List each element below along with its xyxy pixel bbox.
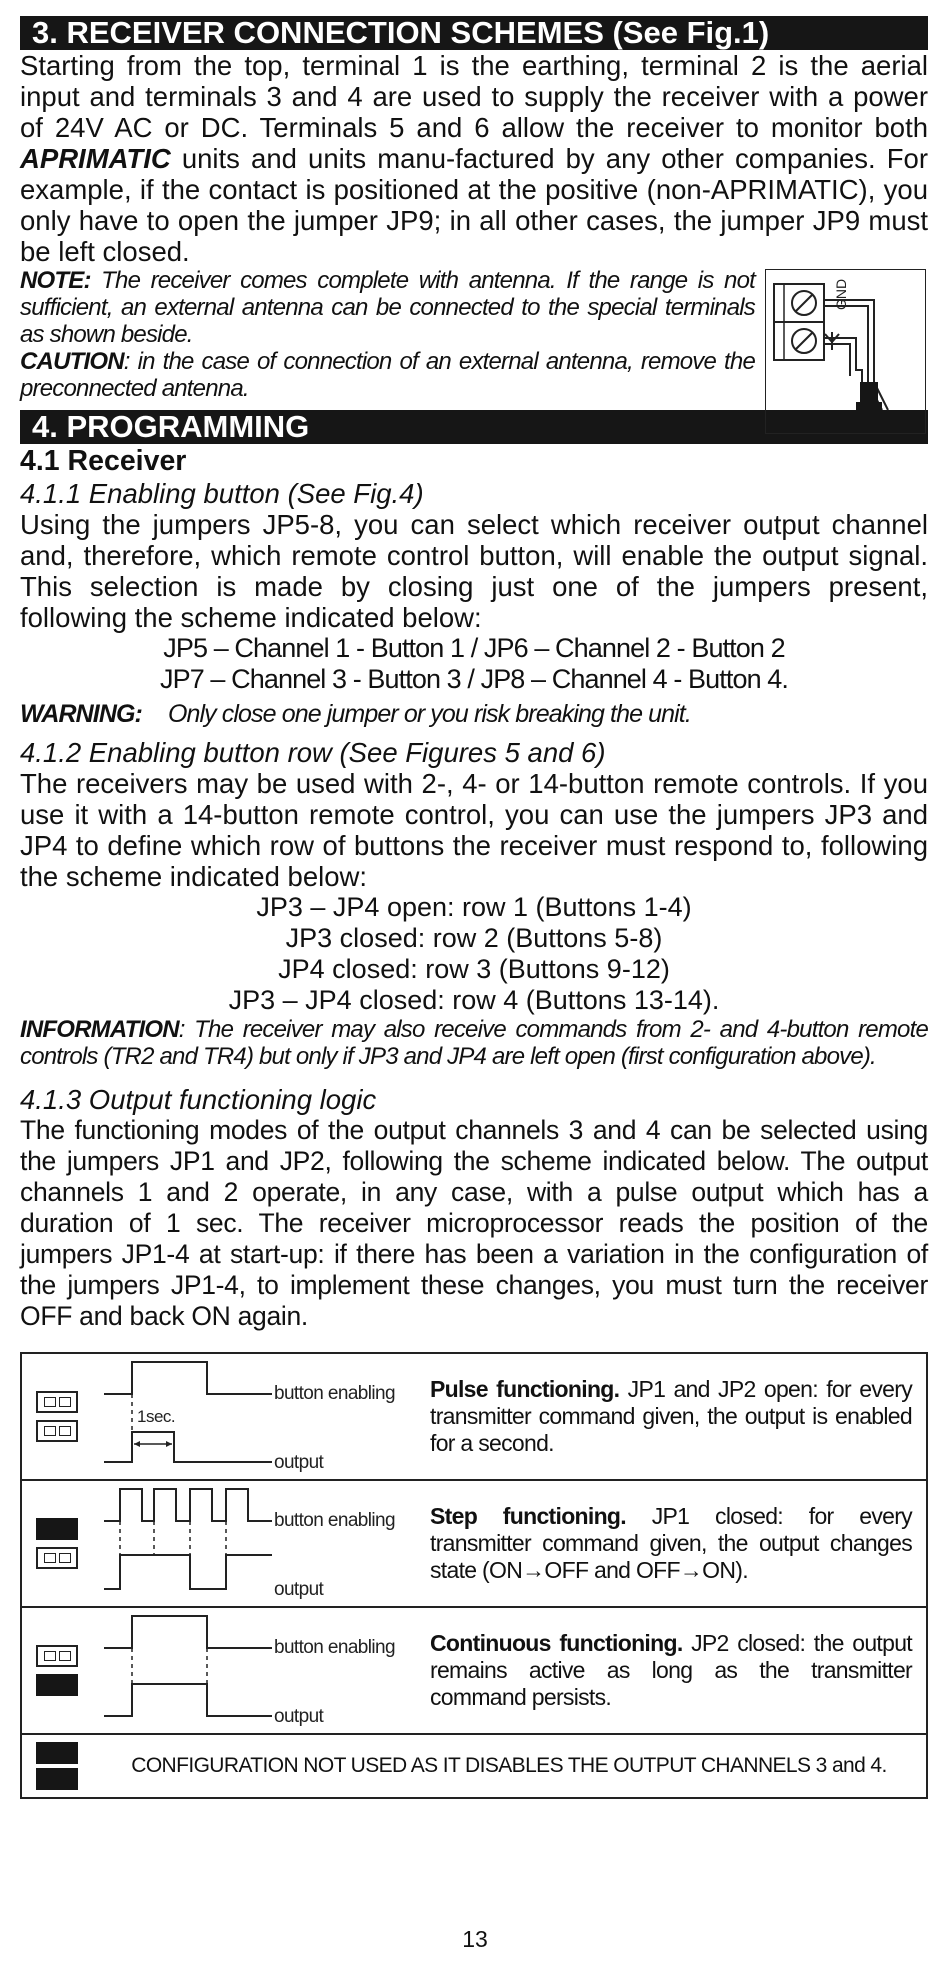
pulse-title: Pulse functioning. <box>430 1376 620 1402</box>
jumper-cell <box>21 1480 92 1607</box>
jumper-closed-icon <box>36 1674 78 1696</box>
waveform-cell <box>92 1480 422 1607</box>
antenna-diagram-icon <box>766 270 924 432</box>
scheme-line-2: JP7 – Channel 3 - Button 3 / JP8 – Channel 4 - Button 4. <box>159 664 789 694</box>
paragraph-4-1-1: Using the jumpers JP5-8, you can select which receiver output channel and, therefore, which remote control button, will enable the output signal. This selection is made by closing just one of the jumpers present, following the scheme indicated below: <box>20 509 928 633</box>
functioning-table <box>20 1352 928 1799</box>
continuous-body: JP2 closed: the output remains active as long as the transmitter command persists. <box>430 1630 912 1710</box>
note-label: NOTE: <box>20 267 91 294</box>
subsection-4-1: 4.1 Receiver <box>20 445 187 477</box>
page-number: 13 <box>462 1926 488 1952</box>
para-part-1: Starting from the top, terminal 1 is the earthing, terminal 2 is the aerial input and terminals 3 and 4 are used to supply the receiver with a power of 24V AC or DC. Terminals 5 and 6 allow the receiver to monitor both <box>20 50 928 143</box>
row-scheme-2: JP3 closed: row 2 (Buttons 5-8) <box>285 923 663 953</box>
subsection-4-1-1: 4.1.1 Enabling button (See Fig.4) <box>20 478 424 509</box>
button-enabling-label: button enabling <box>274 1637 395 1658</box>
warning-label: WARNING: <box>20 700 142 728</box>
output-label: output <box>274 1706 324 1727</box>
button-enabling-label: button enabling <box>274 1383 395 1404</box>
one-second-label: 1sec. <box>137 1407 176 1426</box>
warning-text <box>20 699 928 729</box>
subsection-4-1-3: 4.1.3 Output functioning logic <box>20 1084 377 1115</box>
continuous-description <box>422 1607 927 1734</box>
button-enabling-label: button enabling <box>274 1510 395 1531</box>
table-row <box>21 1480 927 1607</box>
waveform-cell <box>92 1607 422 1734</box>
caution-label: CAUTION <box>20 348 124 375</box>
note-block <box>20 267 928 402</box>
pulse-description <box>422 1353 927 1480</box>
section-4-title: 4. PROGRAMMING <box>20 410 928 444</box>
information-label: INFORMATION <box>20 1016 179 1043</box>
jumper-open-icon <box>36 1547 78 1569</box>
section-3-title: 3. RECEIVER CONNECTION SCHEMES (See Fig.1) <box>20 16 928 50</box>
jumper-cell <box>21 1607 92 1734</box>
step-description <box>422 1480 927 1607</box>
page-content <box>20 16 928 1799</box>
antenna-figure <box>765 269 926 434</box>
note-body: The receiver comes complete with antenna. If the range is not sufficient, an external antenna can be connected to the special terminals as shown beside. <box>20 267 755 348</box>
step-title: Step functioning. <box>430 1503 626 1529</box>
row-scheme-3: JP4 closed: row 3 (Buttons 9-12) <box>278 954 670 984</box>
output-label: output <box>274 1452 324 1473</box>
waveform-cell <box>92 1353 422 1480</box>
information-text <box>20 1016 928 1070</box>
pulse-waveform-icon <box>92 1354 422 1474</box>
table-row <box>21 1607 927 1734</box>
subsection-4-1-2: 4.1.2 Enabling button row (See Figures 5 and 6) <box>20 737 606 768</box>
jumper-cell <box>21 1353 92 1480</box>
jumper-open-icon <box>36 1645 78 1667</box>
table-row <box>21 1353 927 1480</box>
jumper-closed-icon <box>36 1742 78 1764</box>
brand-name: APRIMATIC <box>20 143 171 174</box>
jumper-closed-icon <box>36 1768 78 1790</box>
step-waveform-icon <box>92 1481 422 1601</box>
scheme-line-1: JP5 – Channel 1 - Button 1 / JP6 – Channel 2 - Button 2 <box>163 633 785 663</box>
jumper-open-icon <box>36 1391 78 1413</box>
para-part-2: units and units manu-factured by any other companies. For example, if the contact is positioned at the positive (non-APRIMATIC), you only have to open the jumper JP9; in all other cases, the jumper JP9 must be left closed. <box>20 143 928 267</box>
paragraph-4-1-3: The functioning modes of the output channels 3 and 4 can be selected using the jumpers JP1 and JP2, following the scheme indicated below. The output channels 1 and 2 operate, in any case, with a pulse output which has a duration of 1 sec. The receiver microprocessor reads the position of the jumpers JP1-4 at start-up: if there has been a variation in the configuration of the jumpers JP1-4, to implement these changes, you must turn the receiver OFF and back ON again. <box>20 1115 928 1331</box>
unused-configuration-text: CONFIGURATION NOT USED AS IT DISABLES THE OUTPUT CHANNELS 3 and 4. <box>92 1734 927 1798</box>
caution-body: : in the case of connection of an external antenna, remove the preconnected antenna. <box>20 348 755 402</box>
paragraph-4-1-2: The receivers may be used with 2-, 4- or 14-button remote controls. If you use it with a 14-button remote control, you can use the jumpers JP3 and JP4 to define which row of buttons the receiver must respond to, following the scheme indicated below: <box>20 768 928 892</box>
information-body: : The receiver may also receive commands from 2- and 4-button remote controls (TR2 and TR4) but only if JP3 and JP4 are left open (first configuration above). <box>20 1016 928 1070</box>
jumper-open-icon <box>36 1420 78 1442</box>
gnd-label: GND <box>833 278 849 310</box>
pulse-body: JP1 and JP2 open: for every transmitter command given, the output is enabled for a second. <box>430 1376 912 1456</box>
jumper-cell <box>21 1734 92 1798</box>
jumper-closed-icon <box>36 1518 78 1540</box>
warning-body: Only close one jumper or you risk breaking the unit. <box>167 700 691 728</box>
row-scheme-4: JP3 – JP4 closed: row 4 (Buttons 13-14). <box>228 985 720 1015</box>
output-label: output <box>274 1579 324 1600</box>
continuous-title: Continuous functioning. <box>430 1630 683 1656</box>
section-3-paragraph <box>20 50 928 267</box>
table-row <box>21 1734 927 1798</box>
step-body: JP1 closed: for every transmitter command given, the output changes state (ON→OFF and OFF→ON). <box>430 1503 912 1583</box>
row-scheme-1: JP3 – JP4 open: row 1 (Buttons 1-4) <box>256 892 692 922</box>
note-text <box>20 267 755 402</box>
continuous-waveform-icon <box>92 1608 422 1728</box>
